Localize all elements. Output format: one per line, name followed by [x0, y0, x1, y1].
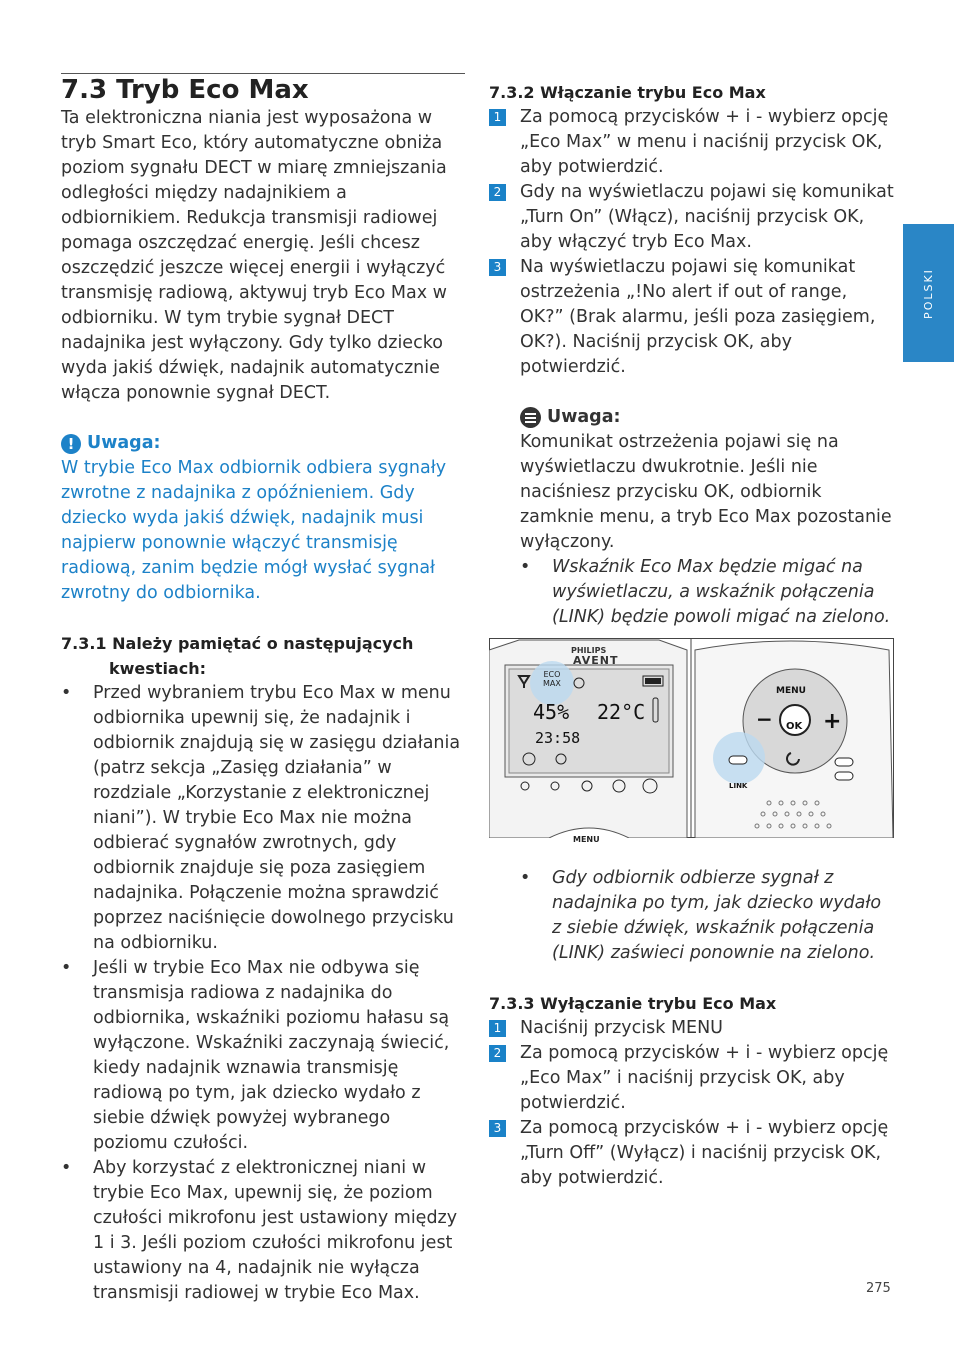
subsection-heading-1: 7.3.1 Należy pamiętać o następujących kwestiach:	[61, 634, 414, 678]
step-number: 1	[489, 1020, 506, 1037]
subsection-heading-3: 7.3.3 Wyłączanie trybu Eco Max	[489, 994, 777, 1013]
step-text: Za pomocą przycisków + i - wybierz opcję „Eco Max” i naciśnij przycisk OK, aby potwierdzić.	[520, 1043, 889, 1113]
device-figure	[489, 638, 894, 844]
status-indicator	[835, 758, 853, 766]
link-label: LINK	[729, 782, 748, 790]
step-text: Na wyświetlaczu pojawi się komunikat ostrzeżenia „!No alert if out of range, OK?” (Brak alarmu, jeśli poza zasięgiem, OK?). Naciśnij przycisk OK, aby potwierdzić.	[520, 257, 876, 377]
step-number: 2	[489, 1045, 506, 1062]
intro-paragraph: Ta elektroniczna niania jest wyposażona w tryb Smart Eco, który automatyczne obniża poziom sygnału DECT w miarę zmniejszania odległości między nadajnikiem a odbiornikiem. Redukcja transmisji radiowej pomaga oszczędzać energię. Jeśli chcesz oszczędzić jeszcze więcej energii i wyłączyć transmisję radiową, aktywuj tryb Eco Max w odbiorniku. W tym trybie sygnał DECT nadajnika jest wyłączony. Gdy tylko dziecko wyda jakiś dźwięk, nadajnik automatycznie włącza ponownie sygnał DECT.	[61, 108, 447, 403]
note-bullet	[520, 866, 894, 966]
brand-philips: PHILIPS	[571, 646, 607, 655]
warning-title: Uwaga:	[87, 433, 161, 453]
link-indicator	[729, 756, 747, 764]
left-column	[61, 72, 465, 1306]
note-title: Uwaga:	[547, 407, 621, 427]
temperature-readout: 22°C	[597, 700, 646, 724]
step-item	[489, 1041, 894, 1116]
language-tab	[903, 224, 954, 362]
note-bullet-text: Wskaźnik Eco Max będzie migać na wyświetlaczu, a wskaźnik połączenia (LINK) będzie powoli migać na zielono.	[552, 557, 891, 627]
exclamation-icon: !	[61, 434, 81, 454]
note-text: Komunikat ostrzeżenia pojawi się na wyświetlaczu dwukrotnie. Jeśli nie naciśniesz przycisku OK, odbiornik zamknie menu, a tryb Eco Max pozostanie wyłączony.	[520, 432, 892, 552]
svg-text:−: −	[756, 707, 773, 731]
page-number: 275	[866, 1281, 891, 1296]
language-tab-label: POLSKI	[922, 267, 935, 319]
subsection-heading-2: 7.3.2 Włączanie trybu Eco Max	[489, 83, 766, 102]
svg-text:+: +	[823, 709, 842, 734]
list-item	[61, 1156, 465, 1306]
list-item	[61, 681, 465, 956]
step-text: Za pomocą przycisków + i - wybierz opcję „Eco Max” w menu i naciśnij przycisk OK, aby potwierdzić.	[520, 107, 889, 177]
warning-title-row	[61, 431, 465, 456]
step-number: 3	[489, 1120, 506, 1137]
note-bullet-text: Gdy odbiornik odbierze sygnał z nadajnika po tym, jak dziecko wydało z siebie dźwięk, wskaźnik połączenia (LINK) zaświeci ponownie na zielono.	[552, 868, 882, 963]
list-item	[61, 956, 465, 1156]
step-item	[489, 105, 894, 180]
bullet-text: Przed wybraniem trybu Eco Max w menu odbiornika upewnij się, że nadajnik i odbiornik znajdują się w zasięgu działania (patrz sekcja „Zasięg działania” w rozdziale „Korzystanie z elektronicznej niani”). W trybie Eco Max nie można odbierać sygnałów zwrotnych, gdy odbiornik znajduje się poza zasięgiem nadajnika. Połączenie można sprawdzić poprzez naciśnięcie dowolnego przycisku na odbiorniku.	[93, 683, 461, 953]
step-item	[489, 255, 894, 380]
note-icon	[520, 407, 541, 428]
eco-max-indicator	[543, 670, 561, 688]
right-column	[489, 80, 894, 1191]
menu-button[interactable]: MENU	[776, 686, 806, 696]
step-item	[489, 1116, 894, 1191]
bullet-text: Jeśli w trybie Eco Max nie odbywa się transmisja radiowa z nadajnika do odbiornika, wskaźniki poziomu hałasu są wyłączone. Wskaźniki zaczynają świecić, kiedy nadajnik wznawia transmisję radiową po tym, jak dziecko wydało z siebie dźwięk powyżej wybranego poziomu czułości.	[93, 958, 450, 1153]
step-item	[489, 180, 894, 255]
step-number: 1	[489, 109, 506, 126]
ok-label: OK	[786, 721, 803, 732]
eco-label: ECO	[543, 670, 561, 679]
volume-readout: 45%	[533, 700, 570, 724]
step-text: Gdy na wyświetlaczu pojawi się komunikat „Turn On” (Włącz), naciśnij przycisk OK, aby włączyć tryb Eco Max.	[520, 182, 894, 252]
note-block	[489, 405, 894, 630]
bullet-text: Aby korzystać z elektronicznej niani w trybie Eco Max, upewnij się, że poziom czułości mikrofonu jest ustawiony między 1 i 3. Jeśli poziom czułości mikrofonu jest ustawiony na 4, nadajnik nie wyłącza transmisji radiowej w trybie Eco Max.	[93, 1158, 458, 1303]
step-text: Naciśnij przycisk MENU	[520, 1018, 723, 1038]
step-number: 2	[489, 184, 506, 201]
step-number: 3	[489, 259, 506, 276]
step-text: Za pomocą przycisków + i - wybierz opcję „Turn Off” (Wyłącz) i naciśnij przycisk OK, aby potwierdzić.	[520, 1118, 889, 1188]
warning-text: W trybie Eco Max odbiornik odbiera sygnały zwrotne z nadajnika z opóźnieniem. Gdy dziecko wyda jakiś dźwięk, nadajnik musi najpierw ponownie włączyć transmisję radiową, zanim będzie mógł wysłać sygnał zwrotny do odbiornika.	[61, 458, 447, 603]
note-block-2	[489, 866, 894, 966]
note-bullet	[520, 555, 894, 630]
menu-label-bottom: MENU	[573, 835, 600, 844]
time-readout: 23:58	[535, 729, 581, 747]
max-label: MAX	[543, 679, 561, 688]
step-item	[489, 1016, 894, 1041]
note-title-row	[520, 405, 894, 430]
section-heading: 7.3 Tryb Eco Max	[61, 75, 309, 105]
brand-avent: AVENT	[573, 654, 619, 667]
